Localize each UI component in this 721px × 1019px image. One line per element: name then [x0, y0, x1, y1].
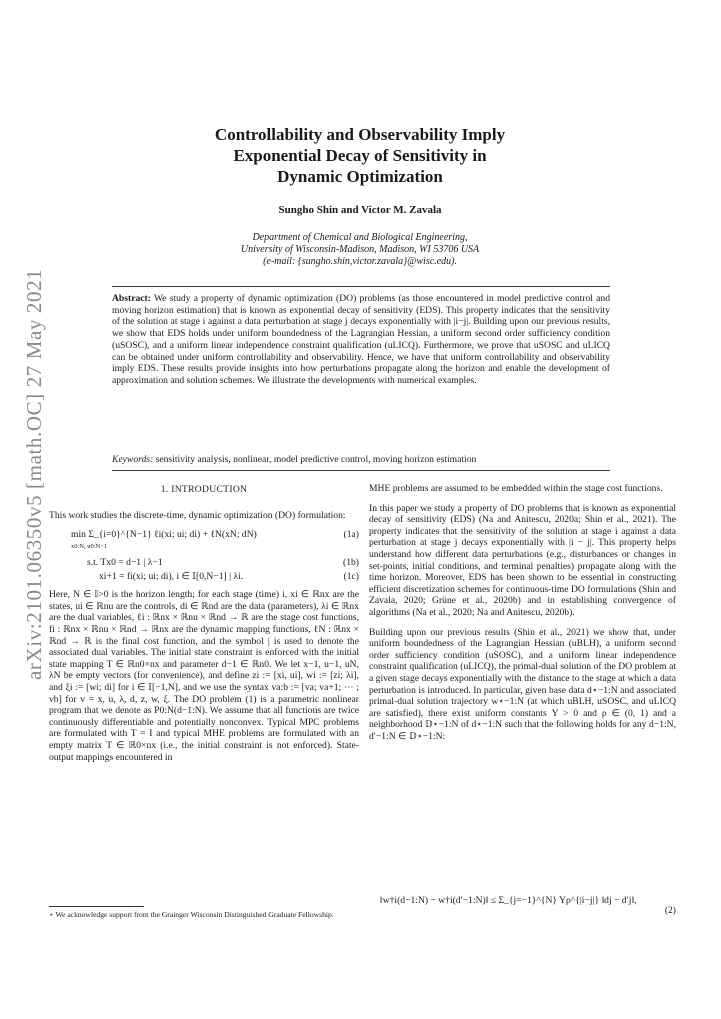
title-line: Dynamic Optimization — [277, 167, 443, 186]
abstract — [112, 293, 610, 387]
equation-1b-label: (1b) — [343, 557, 359, 569]
authors: Sungho Shin and Victor M. Zavala — [278, 204, 442, 216]
body-paragraph: MHE problems are assumed to be embedded within the stage cost functions. — [369, 483, 663, 494]
equation-1c-label: (1c) — [343, 571, 359, 583]
abstract-top-rule — [112, 286, 610, 287]
paper-title — [150, 124, 570, 187]
title-line: Controllability and Observability Imply — [214, 125, 506, 144]
keywords-label: Keywords: — [112, 454, 154, 465]
abstract-text: We study a property of dynamic optimization (DO) problems (as those encountered in model predictive control and moving horizon estimation) that is known as exponential decay of sensitivity (EDS). This property indicates that the sensitivity of the solution at stage i against a data perturbation at stage j decays exponentially with |i−j|. Building upon our previous results, we show that EDS holds under uniform boundedness of the Lagrangian Hessian, a uniform second order sufficiency condition (uSOSC), and a uniform linear independence constraint qualification (uLICQ). Furthermore, we prove that uSOSC and uLICQ can be obtained under uniform controllability and observability. Hence, we have that uniform controllability and observability imply EDS. These results provide insights into how perturbations propagate along the horizon and enable the development of approximation and solution schemes. We illustrate the developments with numerical examples. — [112, 293, 611, 386]
arxiv-stamp: arXiv:2101.06350v5 [math.OC] 27 May 2021 — [22, 268, 46, 680]
equation-1a-label: (1a) — [343, 529, 359, 541]
section-heading: 1. INTRODUCTION — [160, 484, 248, 495]
intro-paragraph: This work studies the discrete-time, dynamic optimization (DO) formulation: — [49, 509, 346, 521]
abstract-label: Abstract: — [112, 293, 151, 304]
equation-2-body: ‖w†i(d−1:N) − w†i(d′−1:N)‖ ≤ Σ_{j=−1}^{N} Υρ^{|i−j|} ‖dj − d′j‖, — [380, 895, 637, 906]
equation-1b — [49, 557, 359, 571]
affiliation-line: Department of Chemical and Biological Engineering, — [252, 232, 468, 243]
left-column — [49, 484, 359, 771]
equation-1a-body: min Σ_{i=0}^{N−1} ℓi(xi; ui; di) + ℓN(xN; dN) — [71, 529, 257, 541]
keywords — [112, 454, 610, 466]
affiliation-line: University of Wisconsin-Madison, Madison, WI 53706 USA — [240, 244, 480, 255]
footnote: ⋆ We acknowledge support from the Grainger Wisconsin Distinguished Graduate Fellowship. — [49, 910, 334, 919]
body-paragraph: Here, N ∈ 𝕀>0 is the horizon length; for each stage (time) i, xi ∈ ℝnx are the states, ui ∈ ℝnu are the controls, di ∈ ℝnd are the data (parameters), λi ∈ ℝnx are the dual variables, ℓi : ℝnx × ℝnu × ℝnd → ℝ are the stage cost functions, fi : ℝnx × ℝnu × ℝnd → ℝnx are the dynamic mapping functions, ℓN : ℝnx × ℝnd → ℝ is the final cost function, and the symbol | is used to denote the associated dual variables. The initial state constraint is enforced with the initial state mapping T ∈ ℝn0×nx and parameter d−1 ∈ ℝn0. We let x−1, u−1, uN, λN be empty vectors (for convenience), and define zi := [xi, ui], wi := [zi; λi], and ξi := [wi; di] for i ∈ 𝕀[−1,N], and we use the syntax va:b := [va; va+1; ⋯ ; vb] for v = x, u, λ, d, z, w, ξ. The DO problem (1) is a parametric nonlinear program that we denote as P0:N(d−1:N). We assume that all functions are twice continuously differentiable and potentially nonconvex. Typical MPC problems are formulated with T = I and typical MHE problems are formulated with an empty matrix T ∈ ℝ0×nx (i.e., the initial constraint is not enforced). State-output mappings encountered in — [49, 589, 359, 763]
equation-1a — [49, 529, 359, 557]
right-column — [369, 483, 676, 750]
affiliation-line: (e-mail: {sungho.shin,victor.zavala}@wisc.edu). — [263, 256, 457, 267]
equation-1c-body: xi+1 = fi(xi; ui; di), i ∈ 𝕀[0,N−1] | λi. — [99, 571, 244, 583]
affiliation — [150, 232, 570, 268]
footnote-rule — [49, 906, 144, 907]
equation-1c — [49, 571, 359, 585]
body-paragraph: Building upon our previous results (Shin et al., 2021) we show that, under uniform boundedness of the Lagrangian Hessian (uBLH), a uniform second order sufficiency condition (uSOSC), and a uniform linear independence constraint qualification (uLICQ), the primal-dual solution of the DO problem at a given stage decays exponentially with the distance to the stage at which a data perturbation is introduced. In particular, given base data d⋆−1:N and associated primal-dual solution trajectory w⋆−1:N (at which uBLH, uSOSC, and uLICQ are satisfied), there exist uniform constants Υ > 0 and ρ ∈ (0, 1) and a neighborhood 𝔻⋆−1:N of d⋆−1:N such that the following holds for any d−1:N, d′−1:N ∈ 𝔻⋆−1:N: — [369, 626, 676, 742]
equation-1a-subscript: x0:N, u0:N−1 — [71, 542, 108, 550]
equation-2 — [380, 895, 676, 916]
title-line: Exponential Decay of Sensitivity in — [233, 146, 487, 165]
abstract-bottom-rule — [112, 470, 610, 471]
body-paragraph: In this paper we study a property of DO problems that is known as exponential decay of sensitivity (EDS) (Na and Anitescu, 2020a; Shin et al., 2021). The property indicates that the sensitivity of the solution at stage i against a data perturbation at stage j decays exponentially with |i − j|. This property helps understand how different data perturbations (e.g., disturbances or changes in set-points, initial conditions, and terminal penalties) propagate along with the time horizon. Moreover, EDS has been shown to be essential in constructing efficient discretization schemes for continuous-time DO formulations (Shin and Zavala, 2020; Grüne et al., 2020b) and in establishing convergence of algorithms (Na et al., 2020; Na and Anitescu, 2020b). — [369, 502, 676, 618]
keywords-text: sensitivity analysis, nonlinear, model predictive control, moving horizon estimation — [155, 454, 477, 465]
equation-1b-body: s.t. Tx0 = d−1 | λ−1 — [87, 557, 163, 569]
equation-2-label: (2) — [664, 905, 676, 916]
